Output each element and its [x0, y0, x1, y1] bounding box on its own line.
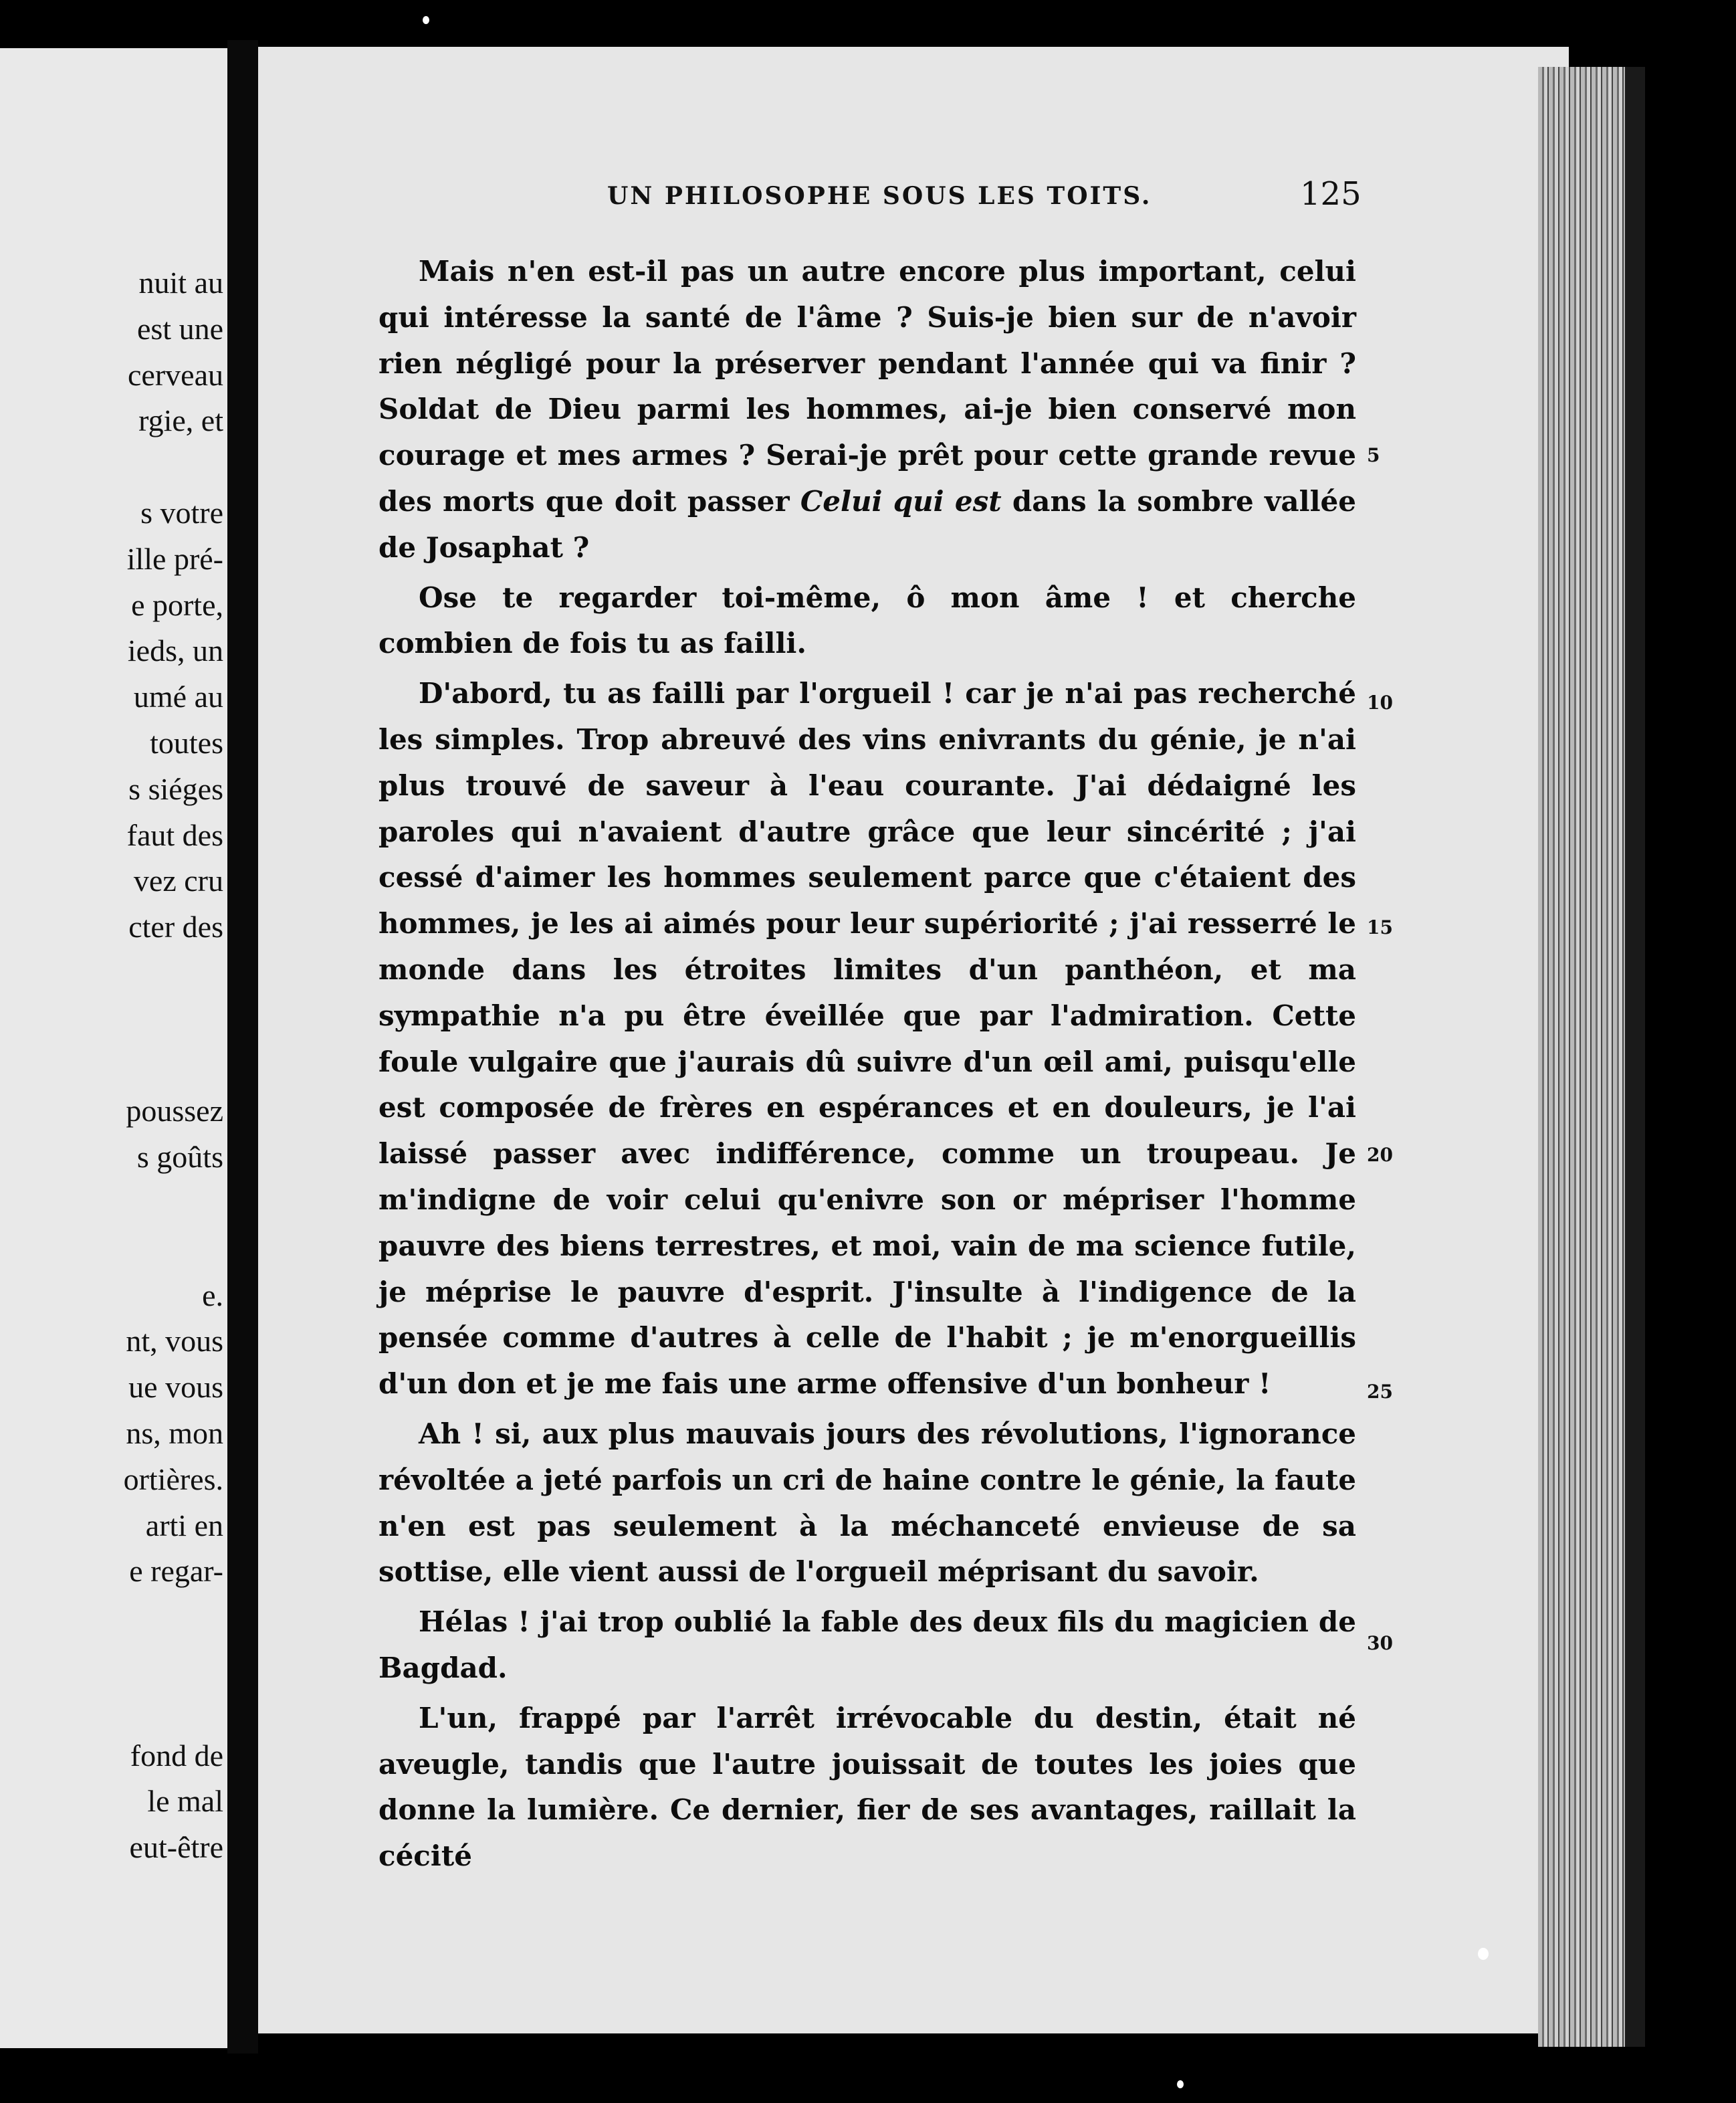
left-page-line: ieds, un	[127, 633, 223, 668]
left-page-line: le mal	[147, 1784, 223, 1819]
line-number-10: 10	[1367, 692, 1393, 714]
film-speck	[423, 16, 429, 24]
left-page-line: umé au	[133, 680, 223, 714]
book-cover-edge	[1625, 67, 1645, 2047]
left-page-line: s goûts	[136, 1140, 223, 1175]
left-page-line: faut des	[126, 817, 223, 852]
paragraph-1-part-a: Mais n'en est-il pas un autre encore plus important, celui qui intéresse la santé de l'âme ? Suis-je bien sur de n'avoir rien négligé pour la préserver pendant l'année qui va finir ? Soldat de Dieu parmi les hommes, ai-je bien conservé mon courage et mes armes ? Serai-je prêt pour cette grande revue des morts que doit passer	[378, 255, 1356, 518]
paragraph-1-part-b: dans la sombre vallée de Josaphat ?	[378, 484, 1357, 564]
left-page-line: ille pré-	[126, 541, 223, 576]
left-page-line: e regar-	[129, 1554, 223, 1589]
page-number: 125	[1300, 175, 1362, 213]
left-page-line: est une	[136, 311, 223, 346]
left-page-line: nt, vous	[126, 1324, 223, 1359]
line-number-15: 15	[1367, 916, 1393, 938]
left-page-line: eut-être	[129, 1830, 223, 1865]
left-page-line: poussez	[126, 1094, 223, 1128]
left-page-line: rgie, et	[138, 403, 223, 438]
left-page-line: s siéges	[128, 771, 223, 806]
paragraph-2: Ose te regarder toi-même, ô mon âme ! et cherche combien de fois tu as failli.	[378, 581, 1356, 660]
paragraph-5: Hélas ! j'ai trop oublié la fable des deux fils du magicien de Bagdad.	[378, 1605, 1356, 1684]
left-page-line: e.	[202, 1278, 223, 1312]
left-page-line: fond de	[130, 1738, 223, 1773]
page-edges	[1538, 67, 1625, 2047]
paragraph-1	[378, 249, 1356, 571]
book-gutter	[227, 40, 258, 2054]
left-page-line: vez cru	[133, 864, 223, 898]
line-number-5: 5	[1367, 444, 1380, 466]
left-page	[0, 48, 227, 2048]
film-speck	[1478, 1948, 1489, 1960]
paragraph-4: Ah ! si, aux plus mauvais jours des révolutions, l'ignorance révoltée a jeté parfois un cri de haine contre le génie, la faute n'en est pas seulement à la méchanceté envieuse de sa sottise, elle vient aussi de l'orgueil méprisant du savoir.	[378, 1417, 1356, 1589]
line-number-20: 20	[1367, 1144, 1393, 1166]
left-page-line: s votre	[140, 496, 223, 530]
line-number-30: 30	[1367, 1632, 1393, 1654]
body-text	[378, 249, 1356, 1884]
left-page-line: nuit au	[138, 266, 223, 300]
left-page-line: cerveau	[128, 357, 223, 392]
left-page-line: cter des	[128, 910, 223, 944]
left-page-line: arti en	[145, 1508, 223, 1542]
italic-phrase: Celui qui est	[800, 484, 1002, 518]
paragraph-3: D'abord, tu as failli par l'orgueil ! car je n'ai pas recherché les simples. Trop abreuvé des vins enivrants du génie, je n'ai plus trouvé de saveur à l'eau courante. J'ai dédaigné les paroles qui n'avaient d'autre grâce que leur sincérité ; j'ai cessé d'aimer les hommes seulement parce que c'étaient des hommes, je les ai aimés pour leur supériorité ; j'ai resserré le monde dans les étroites limites d'un panthéon, et ma sympathie n'a pu être éveillée que par l'admiration. Cette foule vulgaire que j'aurais dû suivre d'un œil ami, puisqu'elle est composée de frères en espérances et en douleurs, je l'ai laissé passer avec indifférence, comme un troupeau. Je m'indigne de voir celui qu'enivre son or mépriser l'homme pauvre des biens terrestres, et moi, vain de ma science futile, je méprise le pauvre d'esprit. J'insulte à l'indigence de la pensée comme d'autres à celle de l'habit ; je m'enorgueillis d'un don et je me fais une arme offensive d'un bonheur !	[378, 677, 1356, 1401]
left-page-line: ortières.	[123, 1462, 223, 1496]
running-head: UN PHILOSOPHE SOUS LES TOITS.	[607, 182, 1152, 210]
left-page-line: ns, mon	[126, 1416, 223, 1450]
left-page-line: e porte,	[131, 587, 223, 622]
line-number-25: 25	[1367, 1381, 1393, 1403]
left-page-line: toutes	[150, 726, 223, 760]
left-page-line: ue vous	[128, 1370, 223, 1405]
film-speck	[1177, 2080, 1184, 2088]
paragraph-6: L'un, frappé par l'arrêt irrévocable du destin, était né aveugle, tandis que l'autre jouissait de toutes les joies que donne la lumière. Ce dernier, fier de ses avantages, raillait la cécité	[378, 1701, 1356, 1873]
